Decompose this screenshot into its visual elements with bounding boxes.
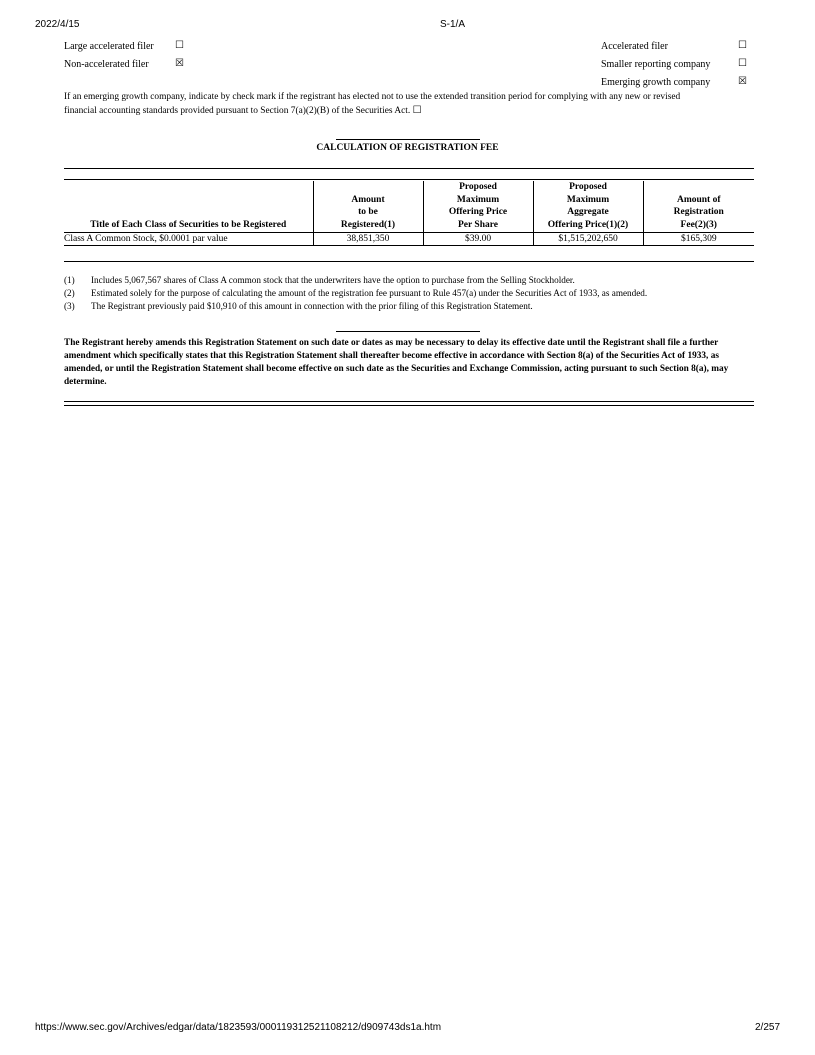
footnote-2-text: Estimated solely for the purpose of calculating the amount of the registration fee pursuant to Rule 457(a) under the Securities Act of 1933, as amended. <box>91 288 648 298</box>
footnote-3-text: The Registrant previously paid $10,910 of this amount in connection with the prior filing of this Registration Statement. <box>91 301 533 311</box>
header-amount-registered-text: Amount to be Registered(1) <box>340 194 396 230</box>
header-title-of-class-text: Title of Each Class of Securities to be Registered <box>90 219 287 230</box>
header-aggregate-offering-price <box>533 181 643 233</box>
emerging-growth-company-checkbox: ☒ <box>738 76 747 87</box>
smaller-reporting-company-label: Smaller reporting company <box>601 59 711 70</box>
table-header-row <box>64 181 754 233</box>
cell-registration-fee: $165,309 <box>643 233 754 246</box>
large-accelerated-filer-checkbox: ☐ <box>175 40 184 51</box>
cell-aggregate-price: $1,515,202,650 <box>533 233 643 246</box>
table-bottom-rule <box>64 261 754 262</box>
registration-fee-table <box>64 181 754 246</box>
footnote-3-number: (3) <box>64 301 75 311</box>
print-url: https://www.sec.gov/Archives/edgar/data/1823593/000119312521108212/d909743ds1a.htm <box>35 1022 442 1033</box>
footnote-1-number: (1) <box>64 275 75 285</box>
cell-price-per-share: $39.00 <box>423 233 533 246</box>
table-top-rule <box>64 168 754 169</box>
emerging-growth-company-label: Emerging growth company <box>601 77 711 88</box>
print-page-number: 2/257 <box>755 1022 781 1033</box>
table-header-rule <box>64 179 754 180</box>
cell-security-class: Class A Common Stock, $0.0001 par value <box>64 233 313 246</box>
header-aggregate-offering-price-text: Proposed Maximum Aggregate Offering Price(1)(2) <box>547 182 629 230</box>
smaller-reporting-company-checkbox: ☐ <box>738 58 747 69</box>
header-offering-price-per-share <box>423 181 533 233</box>
closing-rule-1 <box>64 401 754 402</box>
header-amount-registered <box>313 181 423 233</box>
transition-period-checkbox: ☐ <box>412 105 422 116</box>
footnote-2-number: (2) <box>64 288 75 298</box>
header-registration-fee-text: Amount of Registration Fee(2)(3) <box>673 194 724 230</box>
cell-amount-registered: 38,851,350 <box>313 233 423 246</box>
amendment-separator <box>336 331 480 332</box>
print-doc-title: S-1/A <box>440 19 466 30</box>
header-title-of-class <box>64 181 313 233</box>
footnote-1-text: Includes 5,067,567 shares of Class A common stock that the underwriters have the option to purchase from the Selling Stockholder. <box>91 275 575 285</box>
emerging-growth-text-line1: If an emerging growth company, indicate by check mark if the registrant has elected not to use the extended transition period for complying with any new or revised <box>64 92 681 102</box>
non-accelerated-filer-label: Non-accelerated filer <box>64 59 149 70</box>
header-registration-fee <box>643 181 754 233</box>
emerging-growth-text-line2 <box>64 105 422 116</box>
accelerated-filer-label: Accelerated filer <box>601 41 668 52</box>
closing-rule-2 <box>64 405 754 406</box>
footnote-1 <box>64 274 575 287</box>
footnote-3 <box>64 300 533 313</box>
title-separator <box>336 139 480 140</box>
accelerated-filer-checkbox: ☐ <box>738 40 747 51</box>
fee-section-title: CALCULATION OF REGISTRATION FEE <box>316 143 499 153</box>
emerging-growth-text-line2-content: financial accounting standards provided pursuant to Section 7(a)(2)(B) of the Securities Act. <box>64 106 411 116</box>
amendment-paragraph: The Registrant hereby amends this Registration Statement on such date or dates as may be necessary to delay its effective date until the Registrant shall file a further amendment which specifically states that this Registration Statement shall thereafter become effective in accordance with Section 8(a) of the Securities Act of 1933, as amended, or until the Registration Statement shall become effective on such date as the Securities and Exchange Commission, acting pursuant to such Section 8(a), may determine. <box>64 338 729 387</box>
header-offering-price-per-share-text: Proposed Maximum Offering Price Per Share <box>448 182 508 230</box>
table-row <box>64 233 754 246</box>
non-accelerated-filer-checkbox: ☒ <box>175 58 184 69</box>
large-accelerated-filer-label: Large accelerated filer <box>64 41 154 52</box>
footnote-2 <box>64 287 647 300</box>
print-date: 2022/4/15 <box>35 19 80 30</box>
